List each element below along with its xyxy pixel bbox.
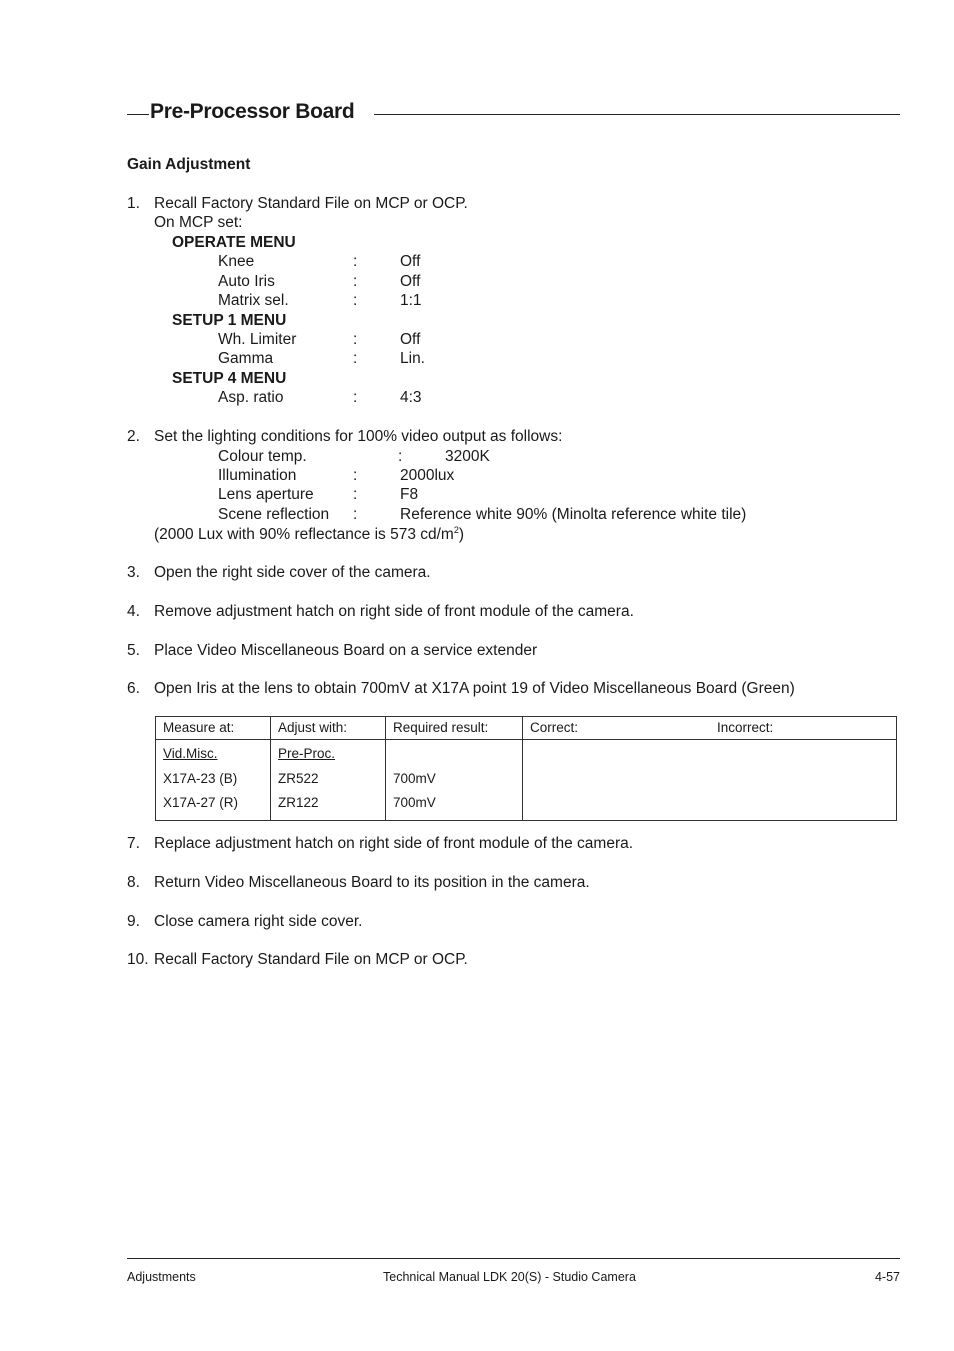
step-number: 5. xyxy=(127,642,140,659)
step-number: 10. xyxy=(127,951,149,968)
title-rule-left xyxy=(127,114,149,115)
setting-sep: : xyxy=(353,389,358,406)
step-text: Remove adjustment hatch on right side of front module of the camera. xyxy=(154,603,634,620)
condition-label: Lens aperture xyxy=(218,486,314,503)
condition-sep: : xyxy=(398,448,403,465)
step-number: 6. xyxy=(127,680,140,697)
setting-sep: : xyxy=(353,253,358,270)
header-incorrect: Incorrect: xyxy=(717,720,774,735)
setting-label: Wh. Limiter xyxy=(218,331,297,348)
step-text: Open Iris at the lens to obtain 700mV at X17A point 19 of Video Miscellaneous Board (Green) xyxy=(154,680,795,697)
page-title: Pre-Processor Board xyxy=(150,100,355,123)
condition-sep: : xyxy=(353,486,358,503)
condition-sep: : xyxy=(353,506,358,523)
step-number: 8. xyxy=(127,874,140,891)
condition-value: F8 xyxy=(400,486,419,503)
result-value: 700mV xyxy=(393,795,436,810)
measure-point: X17A-27 (R) xyxy=(163,795,239,810)
setting-label: Gamma xyxy=(218,350,274,367)
step-text: Replace adjustment hatch on right side of front module of the camera. xyxy=(154,835,634,852)
section-heading: Gain Adjustment xyxy=(127,156,251,173)
footer-center: Technical Manual LDK 20(S) - Studio Camera xyxy=(383,1270,636,1284)
measure-point: X17A-23 (B) xyxy=(163,770,238,786)
reflectance-note: (2000 Lux with 90% reflectance is 573 $cd/m^2$) xyxy=(154,525,465,544)
footer-page-number: 4-57 xyxy=(874,1270,900,1284)
footer-left: Adjustments xyxy=(127,1270,196,1284)
step-text: Place Video Miscellaneous Board on a service extender xyxy=(154,642,538,659)
step-subtext: On MCP set: xyxy=(154,214,243,231)
step-number: 9. xyxy=(127,913,140,930)
result-cell xyxy=(386,740,523,821)
setting-sep: : xyxy=(353,273,358,290)
measure-cell xyxy=(156,740,271,821)
step-text: Open the right side cover of the camera. xyxy=(154,564,431,581)
condition-sep: : xyxy=(353,467,358,484)
step-text: Recall Factory Standard File on MCP or OCP. xyxy=(154,195,468,212)
footer-rule xyxy=(127,1258,900,1259)
header-measure: Measure at: xyxy=(156,717,271,740)
result-blank xyxy=(393,742,515,767)
step-text: Close camera right side cover. xyxy=(154,913,363,930)
condition-value: Reference white 90% (Minolta reference white tile) xyxy=(400,506,747,523)
setting-value: 1:1 xyxy=(400,292,422,309)
title-rule-right xyxy=(374,114,900,115)
setting-value: Off xyxy=(400,331,421,348)
header-correct-incorrect xyxy=(523,717,897,740)
setting-label: Knee xyxy=(218,253,255,270)
step-text: Return Video Miscellaneous Board to its position in the camera. xyxy=(154,874,590,891)
adjust-control: ZR122 xyxy=(278,795,319,810)
menu-heading: SETUP 1 MENU xyxy=(172,312,287,329)
adjust-cell xyxy=(271,740,386,821)
table-row xyxy=(156,740,897,821)
step-number: 4. xyxy=(127,603,140,620)
menu-heading: OPERATE MENU xyxy=(172,234,296,251)
measurement-table xyxy=(155,716,897,821)
measure-board: Vid.Misc. xyxy=(163,746,218,761)
setting-label: Matrix sel. xyxy=(218,292,289,309)
correct-incorrect-cell xyxy=(523,740,897,821)
step-number: 3. xyxy=(127,564,140,581)
step-number: 7. xyxy=(127,835,140,852)
setting-sep: : xyxy=(353,350,358,367)
adjust-board: Pre-Proc. xyxy=(278,746,336,761)
header-result: Required result: xyxy=(386,717,523,740)
condition-label: Illumination xyxy=(218,467,297,484)
condition-label: Scene reflection xyxy=(218,506,330,523)
setting-label: Asp. ratio xyxy=(218,389,284,406)
adjust-control: ZR522 xyxy=(278,770,319,786)
setting-sep: : xyxy=(353,331,358,348)
condition-value: 3200K xyxy=(445,448,490,465)
setting-value: Lin. xyxy=(400,350,425,367)
step-number: 2. xyxy=(127,428,140,445)
setting-value: Off xyxy=(400,253,421,270)
setting-sep: : xyxy=(353,292,358,309)
setting-value: Off xyxy=(400,273,421,290)
step-number: 1. xyxy=(127,195,140,212)
condition-value: 2000lux xyxy=(400,467,455,484)
header-correct: Correct: xyxy=(530,720,579,735)
header-adjust: Adjust with: xyxy=(271,717,386,740)
step-text: Recall Factory Standard File on MCP or OCP. xyxy=(154,951,468,968)
table-header-row xyxy=(156,717,897,740)
setting-label: Auto Iris xyxy=(218,273,275,290)
step-text: Set the lighting conditions for 100% video output as follows: xyxy=(154,428,563,445)
result-value: 700mV xyxy=(393,770,436,786)
menu-heading: SETUP 4 MENU xyxy=(172,370,287,387)
condition-label: Colour temp. xyxy=(218,448,307,465)
setting-value: 4:3 xyxy=(400,389,422,406)
